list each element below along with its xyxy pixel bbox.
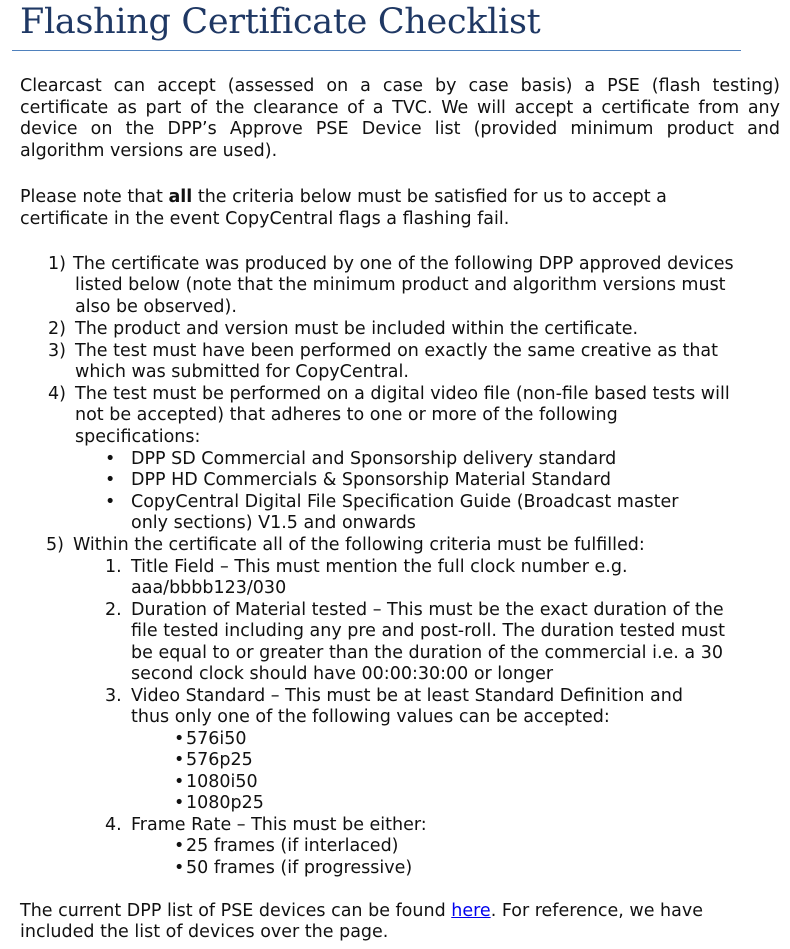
footer-paragraph-line-2: included the list of devices over the page. bbox=[20, 922, 389, 942]
note-paragraph-line-1 bbox=[20, 187, 667, 209]
criterion-text-line: The certificate was produced by one of the following DPP approved devices bbox=[73, 254, 734, 274]
page-title: Flashing Certificate Checklist bbox=[20, 2, 541, 42]
bullet-icon: • bbox=[174, 836, 185, 856]
subitem-text-line: thus only one of the following values can be accepted: bbox=[131, 707, 610, 727]
bullet-icon: • bbox=[174, 772, 185, 792]
bullet-icon: • bbox=[105, 492, 116, 512]
dpp-list-link[interactable]: here bbox=[451, 901, 491, 921]
criterion-number: 3) bbox=[48, 341, 66, 361]
note-bold-word: all bbox=[168, 187, 193, 207]
criterion-text-line: specifications: bbox=[75, 427, 201, 447]
bullet-icon: • bbox=[174, 729, 185, 749]
subitem-text-line: Duration of Material tested – This must be the exact duration of the bbox=[131, 600, 724, 620]
subitem-number: 1. bbox=[105, 557, 122, 577]
subitem-number: 2. bbox=[105, 600, 122, 620]
bullet-icon: • bbox=[174, 750, 185, 770]
criterion-text-line: Within the certificate all of the following criteria must be fulfilled: bbox=[73, 535, 645, 555]
criterion-text-line: not be accepted) that adheres to one or more of the following bbox=[75, 405, 618, 425]
spec-item: CopyCentral Digital File Specification Guide (Broadcast master bbox=[131, 492, 679, 512]
value-item: 576p25 bbox=[186, 750, 253, 770]
value-item: 25 frames (if interlaced) bbox=[186, 836, 399, 856]
criterion-text-line: The test must have been performed on exactly the same creative as that bbox=[75, 341, 719, 361]
criterion-text-line: The test must be performed on a digital video file (non-file based tests will bbox=[75, 384, 730, 404]
note-paragraph-line-2: certificate in the event CopyCentral flags a flashing fail. bbox=[20, 209, 510, 229]
value-item: 50 frames (if progressive) bbox=[186, 858, 413, 878]
criterion-text-line: also be observed). bbox=[75, 297, 237, 317]
criterion-number: 5) bbox=[46, 535, 64, 555]
subitem-number: 3. bbox=[105, 686, 122, 706]
criterion-number: 2) bbox=[48, 319, 66, 339]
criterion-text-line: listed below (note that the minimum product and algorithm versions must bbox=[75, 275, 726, 295]
subitem-text-line: file tested including any pre and post-roll. The duration tested must bbox=[131, 621, 725, 641]
bullet-icon: • bbox=[174, 858, 185, 878]
subitem-text-line: Video Standard – This must be at least Standard Definition and bbox=[131, 686, 683, 706]
criterion-text-line: which was submitted for CopyCentral. bbox=[75, 362, 409, 382]
bullet-icon: • bbox=[105, 449, 116, 469]
subitem-text-line: aaa/bbbb123/030 bbox=[131, 578, 287, 598]
criterion-number: 1) bbox=[48, 254, 66, 274]
spec-item: DPP HD Commercials & Sponsorship Material Standard bbox=[131, 470, 611, 490]
footer-text-before: The current DPP list of PSE devices can be found bbox=[20, 901, 452, 921]
subitem-text-line: Title Field – This must mention the full clock number e.g. bbox=[131, 557, 628, 577]
value-item: 576i50 bbox=[186, 729, 247, 749]
bullet-icon: • bbox=[174, 793, 185, 813]
subitem-number: 4. bbox=[105, 815, 122, 835]
value-item: 1080i50 bbox=[186, 772, 258, 792]
note-text-after: the criteria below must be satisfied for us to accept a bbox=[192, 187, 667, 207]
title-underline bbox=[12, 50, 741, 51]
intro-paragraph: Clearcast can accept (assessed on a case by case basis) a PSE (flash testing) certificate as part of the clearance of a TVC. We will accept a certificate from any device on the DPP’s Approve PSE Device list (provided minimum product and algorithm versions are used). bbox=[20, 76, 780, 161]
criterion-text-line: The product and version must be included within the certificate. bbox=[75, 319, 639, 339]
spec-item: DPP SD Commercial and Sponsorship delivery standard bbox=[131, 449, 617, 469]
subitem-text-line: Frame Rate – This must be either: bbox=[131, 815, 427, 835]
spec-item: only sections) V1.5 and onwards bbox=[131, 513, 416, 533]
footer-paragraph-line-1 bbox=[20, 901, 703, 923]
value-item: 1080p25 bbox=[186, 793, 264, 813]
subitem-text-line: be equal to or greater than the duration of the commercial i.e. a 30 bbox=[131, 643, 723, 663]
subitem-text-line: second clock should have 00:00:30:00 or longer bbox=[131, 664, 554, 684]
criterion-number: 4) bbox=[48, 384, 66, 404]
bullet-icon: • bbox=[105, 470, 116, 490]
note-text-before: Please note that bbox=[20, 187, 169, 207]
footer-text-after: . For reference, we have bbox=[490, 901, 703, 921]
